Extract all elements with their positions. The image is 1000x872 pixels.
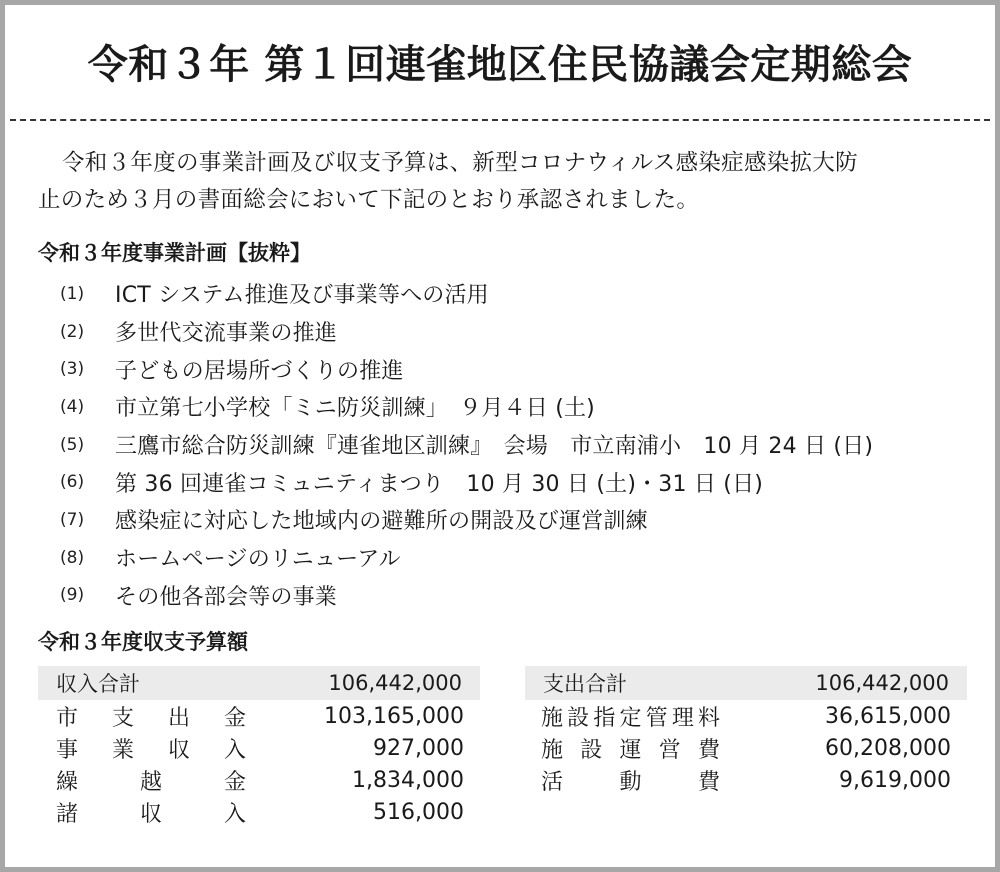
plan-item-number: (2) [60,321,85,342]
plan-item [60,313,980,351]
plan-item [60,426,980,464]
dashed-divider [10,119,990,121]
plan-item [60,501,980,539]
expense-total-label: 支出合計 [543,672,627,696]
plan-item-text: 市立第七小学校「ミニ防災訓練」 ９月４日 (土) [115,396,595,422]
plan-heading: 令和３年度事業計画【抜粋】 [38,241,311,265]
expense-row-amount: 36,615,000 [825,703,951,729]
income-row [38,764,480,796]
plan-item-number: (5) [60,434,85,455]
page-title: 令和３年 第１回連雀地区住民協議会定期総会 [87,41,913,88]
expense-row-label: 施設運営費 [541,737,720,763]
plan-item-number: (6) [60,472,85,493]
expense-total-amount: 106,442,000 [815,671,949,695]
expense-table [525,666,967,796]
income-total-label: 収入合計 [56,672,140,696]
plan-item [60,350,980,388]
plan-item-number: (8) [60,547,85,568]
expense-row-amount: 9,619,000 [839,767,951,793]
expense-total-row [525,666,967,700]
income-row-amount: 516,000 [373,799,464,825]
plan-item [60,275,980,313]
plan-item-text: 第 36 回連雀コミュニティまつり 10 月 30 日 (土)・31 日 (日) [115,471,764,497]
income-row-amount: 103,165,000 [324,703,464,729]
expense-row [525,732,967,764]
expense-row [525,764,967,796]
intro-line-1: 令和３年度の事業計画及び収支予算は、新型コロナウィルス感染症感染拡大防 [62,150,858,176]
plan-item-text: 三鷹市総合防災訓練『連雀地区訓練』 会場 市立南浦小 10 月 24 日 (日) [115,434,874,460]
intro-line-2: 止のため３月の書面総会において下記のとおり承認されました。 [38,187,700,213]
expense-row-amount: 60,208,000 [825,735,951,761]
plan-item-text: 子どもの居場所づくりの推進 [115,358,404,384]
expense-row-label: 施設指定管理料 [541,705,720,731]
plan-item [60,463,980,501]
income-row [38,700,480,732]
income-row-label: 事業収入 [56,737,246,763]
income-row [38,732,480,764]
plan-item-text: ホームページのリニューアル [115,547,401,573]
income-row-label: 繰越金 [56,769,246,795]
plan-item [60,388,980,426]
plan-item-number: (9) [60,585,85,606]
plan-item-text: ICT システム推進及び事業等への活用 [115,283,489,309]
plan-item-number: (4) [60,396,85,417]
plan-item-text: 感染症に対応した地域内の避難所の開設及び運営訓練 [115,509,648,535]
expense-row-label: 活動費 [541,769,720,795]
plan-item-text: 多世代交流事業の推進 [115,321,338,347]
plan-list [60,275,980,614]
plan-item-number: (3) [60,359,85,380]
plan-item-number: (7) [60,509,85,530]
expense-row [525,700,967,732]
income-row-label: 諸収入 [56,801,246,827]
intro-paragraph [38,145,978,219]
income-row [38,796,480,828]
plan-item-number: (1) [60,283,85,304]
budget-heading: 令和３年度収支予算額 [38,630,248,654]
plan-item [60,577,980,615]
plan-item-text: その他各部会等の事業 [115,584,338,610]
income-row-label: 市支出金 [56,705,246,731]
plan-item [60,539,980,577]
income-row-amount: 1,834,000 [352,767,464,793]
income-total-row [38,666,480,700]
income-total-amount: 106,442,000 [328,671,462,695]
income-table [38,666,480,828]
income-row-amount: 927,000 [373,735,464,761]
